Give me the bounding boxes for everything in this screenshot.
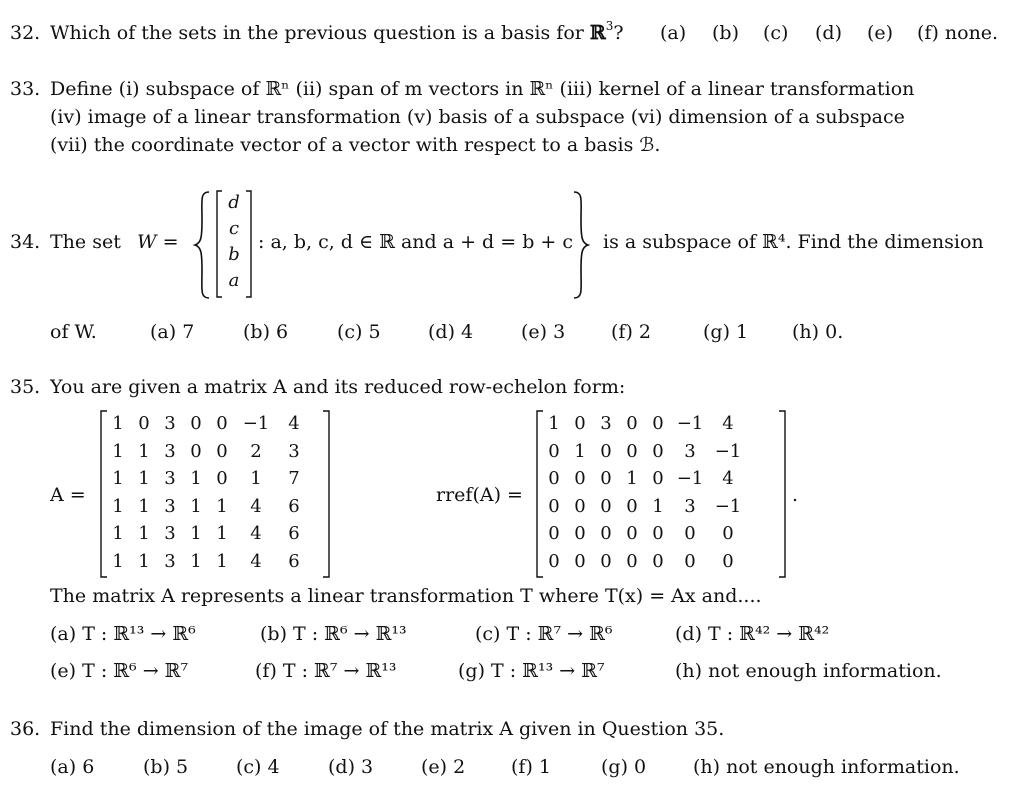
right-brace-icon: [571, 190, 591, 305]
matrix-rref-entry: 0: [684, 523, 696, 544]
matrix-a-entry: 3: [164, 440, 176, 462]
q36-option-e: (e) 2: [421, 756, 466, 778]
matrix-a-entry: 0: [190, 440, 202, 462]
q35-option-h: (h) not enough information.: [675, 660, 942, 682]
q36-option-a: (a) 6: [50, 756, 95, 778]
matrix-a-entry: 3: [164, 523, 176, 544]
matrix-rref-entry: −1: [714, 495, 742, 517]
q33-line-3: (vii) the coordinate vector of a vector with respect to a basis ℬ.: [50, 134, 661, 156]
matrix-a-entry: 6: [288, 495, 300, 517]
q35-option-c: (c) T : ℝ⁷ → ℝ⁶: [475, 623, 613, 645]
q34-option-g: (g) 1: [703, 321, 749, 343]
matrix-rref-entry: 3: [684, 440, 696, 462]
q34-option-c: (c) 5: [337, 321, 381, 343]
matrix-rref-entry: 3: [684, 495, 696, 517]
vector-entry: b: [228, 244, 240, 265]
vector-entry: a: [228, 270, 240, 291]
q34-option-e: (e) 3: [521, 321, 566, 343]
rref-period: .: [792, 484, 799, 506]
matrix-a-entry: 1: [216, 550, 228, 572]
matrix-rref-entry: 0: [626, 523, 638, 544]
matrix-rref-entry: 4: [722, 468, 734, 489]
matrix-a-entry: 1: [250, 468, 262, 489]
matrix-a-entry: 1: [112, 440, 124, 462]
q36-number: 36.: [10, 718, 41, 740]
matrix-rref-entry: 0: [600, 468, 612, 489]
q35-number: 35.: [10, 376, 41, 398]
matrix-rref-entry: 0: [548, 468, 560, 489]
matrix-a-entry: 4: [250, 523, 262, 544]
q36-option-h: (h) not enough information.: [693, 756, 960, 778]
matrix-rref-entry: 0: [574, 550, 586, 572]
matrix-a-entry: 2: [250, 440, 262, 462]
matrix-rref-entry: 1: [574, 440, 586, 462]
matrix-a-entry: 3: [164, 550, 176, 572]
matrix-rref-entry: 0: [684, 550, 696, 572]
matrix-rref-entry: 1: [626, 468, 638, 489]
matrix-a-entry: −1: [242, 413, 270, 434]
matrix-a-entry: 0: [216, 413, 228, 434]
matrix-a-entry: 0: [216, 440, 228, 462]
matrix-rref-entry: 0: [548, 523, 560, 544]
q32-option-b: (b): [712, 22, 739, 44]
matrix-rref-entry: 0: [652, 468, 664, 489]
q35-option-a: (a) T : ℝ¹³ → ℝ⁶: [50, 623, 196, 645]
matrix-rref-entry: 0: [626, 440, 638, 462]
matrix-a-entry: 1: [138, 440, 150, 462]
matrix-rref-entry: 0: [600, 523, 612, 544]
q35-intro: You are given a matrix A and its reduced row-echelon form:: [50, 376, 626, 398]
q33-line-1: Define (i) subspace of ℝⁿ (ii) span of m vectors in ℝⁿ (iii) kernel of a linear transformation: [50, 78, 915, 100]
q32-option-f: (f) none.: [917, 22, 999, 44]
matrix-a-entry: 1: [190, 495, 202, 517]
q36-text: Find the dimension of the image of the matrix A given in Question 35.: [50, 718, 725, 740]
q32-number: 32.: [10, 22, 41, 44]
matrix-rref-entry: −1: [714, 440, 742, 462]
q34-set-name: W =: [137, 231, 179, 253]
q35-statement: The matrix A represents a linear transformation T where T(x) = Ax and....: [50, 585, 762, 607]
matrix-a-entry: 3: [164, 468, 176, 489]
matrix-rref-entry: 0: [548, 440, 560, 462]
matrix-rref-entry: 1: [652, 495, 664, 517]
matrix-a-entry: 4: [250, 495, 262, 517]
q34-option-h: (h) 0.: [792, 321, 844, 343]
q32-option-a: (a): [660, 22, 687, 44]
matrix-a: [100, 410, 330, 578]
matrix-a-entry: 4: [250, 550, 262, 572]
matrix-rref: [536, 410, 786, 578]
matrix-rref-entry: 0: [600, 440, 612, 462]
matrix-rref-entry: 1: [548, 413, 560, 434]
matrix-rref-entry: 0: [652, 413, 664, 434]
matrix-a-entry: 1: [216, 523, 228, 544]
matrix-rref-entry: 0: [722, 550, 734, 572]
q33-line-2: (iv) image of a linear transformation (v) basis of a subspace (vi) dimension of a subspace: [50, 106, 905, 128]
matrix-a-entry: 1: [138, 495, 150, 517]
q36-option-g: (g) 0: [601, 756, 647, 778]
q34-option-f: (f) 2: [611, 321, 651, 343]
q35-option-d: (d) T : ℝ⁴² → ℝ⁴²: [675, 623, 830, 645]
matrix-a-entry: 3: [164, 413, 176, 434]
q34-column-vector: [216, 190, 252, 298]
matrix-rref-entry: 0: [652, 523, 664, 544]
matrix-a-entry: 1: [112, 468, 124, 489]
matrix-a-entry: 4: [288, 413, 300, 434]
q34-option-d: (d) 4: [428, 321, 474, 343]
matrix-a-entry: 1: [112, 550, 124, 572]
matrix-a-label: A =: [50, 484, 86, 506]
q35-option-f: (f) T : ℝ⁷ → ℝ¹³: [255, 660, 397, 682]
q34-trail: is a subspace of ℝ⁴. Find the dimension: [603, 231, 984, 253]
matrix-a-entry: 6: [288, 523, 300, 544]
matrix-a-entry: 0: [190, 413, 202, 434]
q35-option-b: (b) T : ℝ⁶ → ℝ¹³: [260, 623, 407, 645]
matrix-a-entry: 1: [138, 468, 150, 489]
matrix-rref-entry: 0: [652, 440, 664, 462]
q34-option-b: (b) 6: [243, 321, 289, 343]
q34-lead: The set: [50, 231, 121, 253]
matrix-rref-entry: 0: [626, 413, 638, 434]
q34-continuation: of W.: [50, 321, 97, 343]
matrix-a-entry: 0: [138, 413, 150, 434]
matrix-rref-entry: 0: [548, 550, 560, 572]
matrix-rref-entry: −1: [676, 468, 704, 489]
matrix-a-entry: 3: [164, 495, 176, 517]
matrix-a-entry: 7: [288, 468, 300, 489]
matrix-a-entry: 1: [190, 523, 202, 544]
matrix-rref-entry: 0: [600, 495, 612, 517]
q32-text: Which of the sets in the previous question is a basis for ℝ$^3$?: [50, 19, 624, 44]
matrix-rref-entry: 4: [722, 413, 734, 434]
matrix-a-entry: 1: [216, 495, 228, 517]
matrix-a-entry: 6: [288, 550, 300, 572]
matrix-rref-entry: 3: [600, 413, 612, 434]
q32-option-d: (d): [815, 22, 842, 44]
q35-option-e: (e) T : ℝ⁶ → ℝ⁷: [50, 660, 189, 682]
matrix-rref-entry: 0: [652, 550, 664, 572]
matrix-rref-entry: 0: [574, 413, 586, 434]
vector-entry: c: [228, 218, 240, 239]
matrix-a-entry: 1: [112, 523, 124, 544]
matrix-rref-entry: 0: [574, 523, 586, 544]
matrix-a-entry: 1: [190, 468, 202, 489]
matrix-a-entry: 1: [138, 550, 150, 572]
rref-label: rref(A) =: [436, 484, 523, 506]
matrix-a-entry: 1: [138, 523, 150, 544]
q34-condition: : a, b, c, d ∈ ℝ and a + d = b + c: [258, 231, 574, 253]
matrix-a-entry: 1: [112, 495, 124, 517]
matrix-rref-entry: 0: [626, 495, 638, 517]
q35-option-g: (g) T : ℝ¹³ → ℝ⁷: [458, 660, 605, 682]
matrix-a-entry: 3: [288, 440, 300, 462]
matrix-rref-entry: 0: [548, 495, 560, 517]
matrix-rref-entry: 0: [574, 468, 586, 489]
matrix-rref-entry: −1: [676, 413, 704, 434]
matrix-a-entry: 1: [112, 413, 124, 434]
vector-entry: d: [228, 192, 240, 213]
q32-option-e: (e): [867, 22, 894, 44]
matrix-a-entry: 1: [190, 550, 202, 572]
q34-option-a: (a) 7: [150, 321, 195, 343]
matrix-a-entry: 0: [216, 468, 228, 489]
matrix-rref-entry: 0: [600, 550, 612, 572]
q32-option-c: (c): [763, 22, 789, 44]
q34-number: 34.: [10, 231, 41, 253]
matrix-rref-entry: 0: [574, 495, 586, 517]
q33-number: 33.: [10, 78, 41, 100]
matrix-rref-entry: 0: [722, 523, 734, 544]
q36-option-d: (d) 3: [328, 756, 374, 778]
q36-option-b: (b) 5: [143, 756, 189, 778]
q36-option-f: (f) 1: [511, 756, 551, 778]
matrix-rref-entry: 0: [626, 550, 638, 572]
left-brace-icon: [192, 190, 212, 305]
q36-option-c: (c) 4: [236, 756, 280, 778]
